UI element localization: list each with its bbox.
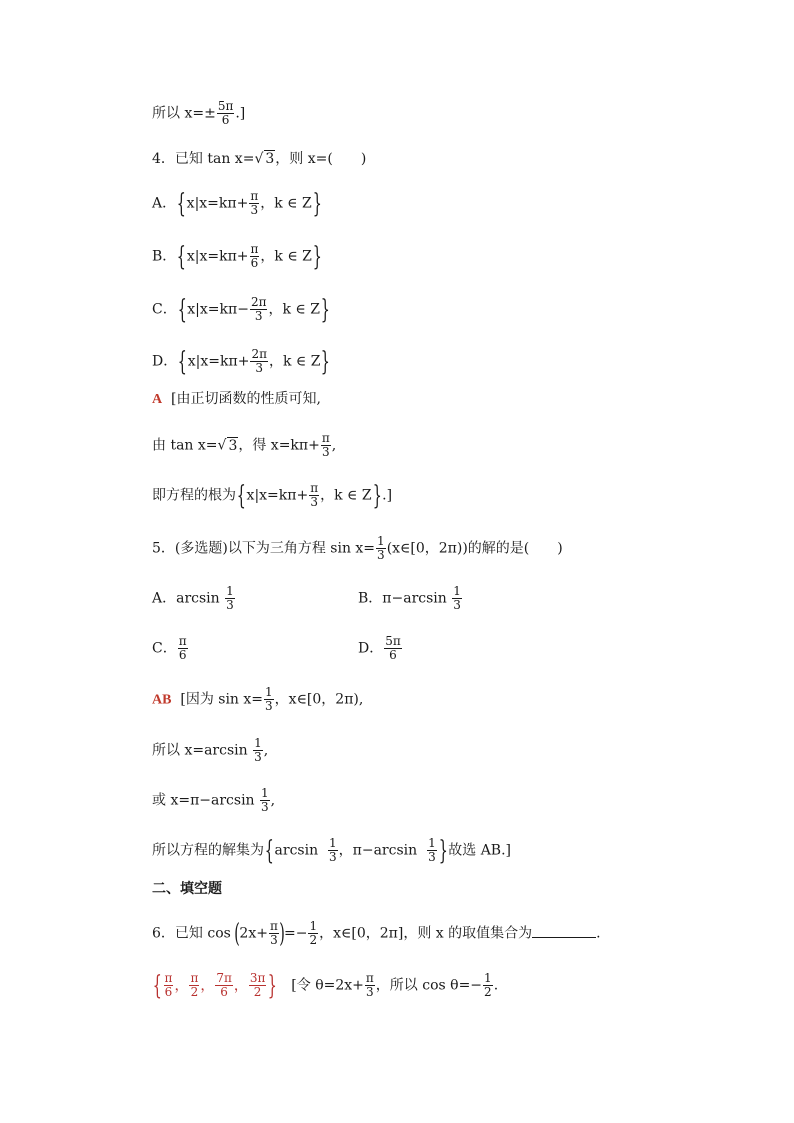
numerator: 1	[377, 534, 385, 548]
denominator: 3	[261, 800, 269, 814]
text: 或 x=π−arcsin	[152, 792, 255, 809]
operator: +	[236, 248, 249, 265]
text: .]	[235, 105, 246, 122]
text: ，所以 cos θ=−	[375, 977, 483, 994]
option-label: D．	[358, 640, 384, 657]
right-brace: }	[312, 188, 322, 219]
denominator: 6	[178, 648, 187, 662]
fraction	[321, 432, 331, 459]
denominator: 3	[321, 445, 330, 459]
text: ，k ∈ Z	[268, 353, 321, 370]
q5-explanation-4	[152, 837, 511, 864]
answer-set	[152, 970, 278, 1001]
q5-option-b[interactable]	[358, 585, 463, 612]
denominator: 6	[389, 648, 397, 662]
radicand: 3	[265, 151, 275, 167]
text: x|x=kπ	[186, 248, 237, 265]
fraction	[308, 920, 318, 947]
fraction	[452, 585, 462, 612]
text: =−	[284, 925, 308, 942]
separator: ，	[233, 977, 248, 994]
denominator: 2	[190, 985, 199, 999]
q6-answer-line	[152, 972, 498, 999]
denominator: 6	[220, 985, 228, 999]
denominator: 6	[164, 985, 173, 999]
text: ，x∈[0，2π),	[274, 691, 364, 708]
sqrt-sign: √	[217, 437, 227, 454]
numerator: 1	[261, 786, 269, 800]
denominator: 3	[310, 495, 318, 509]
denominator: 6	[250, 256, 259, 270]
text: 2x+	[239, 925, 268, 942]
answer-key: AB	[152, 692, 172, 708]
numerator: 1	[254, 736, 262, 750]
operator: −	[237, 301, 249, 318]
left-brace: {	[177, 294, 187, 325]
fraction	[427, 837, 437, 864]
text: .]	[382, 487, 393, 504]
left-brace: {	[264, 835, 274, 866]
fraction	[178, 635, 188, 662]
right-brace: }	[312, 241, 322, 272]
operator: +	[236, 195, 249, 212]
q5-explanation-2	[152, 737, 268, 764]
text: x|x=kπ+	[246, 487, 309, 504]
numerator: 1	[309, 919, 318, 933]
numerator: 1	[484, 971, 492, 985]
denominator: 3	[254, 750, 262, 764]
right-brace: }	[321, 346, 331, 377]
separator: ，	[174, 977, 189, 994]
numerator: 7π	[216, 971, 232, 985]
text: ，则 x=( )	[275, 151, 367, 167]
denominator: 3	[329, 850, 337, 864]
left-paren: (	[234, 918, 241, 949]
denominator: 3	[226, 598, 234, 612]
q5-option-d[interactable]	[358, 635, 403, 662]
numerator: 3π	[249, 971, 266, 985]
denominator: 2	[484, 985, 492, 999]
text: ，k ∈ Z	[260, 248, 312, 265]
text: 6．已知 cos	[152, 925, 231, 942]
text: .	[596, 925, 601, 942]
fraction	[253, 737, 263, 764]
right-brace: }	[320, 294, 330, 325]
explanation-text: [由正切函数的性质可知,	[171, 391, 321, 407]
option-label: C．	[152, 301, 177, 318]
q6-stem	[152, 920, 601, 947]
prev-answer-line	[152, 100, 245, 127]
left-brace: {	[236, 480, 246, 511]
text: ，k ∈ Z	[260, 195, 312, 212]
denominator: 3	[453, 598, 461, 612]
option-label: B．	[152, 248, 177, 265]
right-brace: }	[438, 835, 448, 866]
text: x|x=kπ	[187, 353, 238, 370]
numerator: 2π	[250, 295, 267, 309]
numerator: 1	[329, 836, 337, 850]
q4-answer-line	[152, 390, 321, 409]
numerator: 5π	[217, 99, 234, 113]
text: 即方程的根为	[152, 487, 236, 504]
q5-answer-line	[152, 686, 363, 713]
q4-stem	[152, 150, 366, 168]
fraction	[215, 972, 233, 999]
q4-option-c[interactable]	[152, 296, 331, 323]
denominator: 3	[250, 203, 259, 217]
text: ,	[263, 742, 269, 759]
q4-option-a[interactable]	[152, 190, 322, 217]
left-brace: {	[177, 346, 188, 377]
text: ，x∈[0，2π]，则 x 的取值集合为	[319, 925, 533, 942]
numerator: π	[178, 634, 187, 648]
fraction	[250, 348, 268, 375]
text: 由 tan x=	[152, 437, 218, 454]
numerator: 1	[453, 584, 461, 598]
fraction	[164, 972, 174, 999]
numerator: π	[164, 971, 173, 985]
text: 4．已知 tan x=	[152, 151, 255, 167]
denominator: 3	[366, 985, 374, 999]
answer-key: A	[152, 392, 163, 407]
right-brace: }	[372, 480, 382, 511]
text: [令 θ=2x+	[291, 977, 364, 994]
numerator: π	[365, 971, 374, 985]
numerator: π	[250, 189, 259, 203]
text: [因为 sin x=	[180, 691, 264, 708]
numerator: π	[321, 431, 330, 445]
fraction	[384, 635, 402, 662]
q4-option-b[interactable]	[152, 243, 322, 270]
text: ,	[331, 437, 337, 454]
denominator: 2	[253, 985, 262, 999]
separator: ，	[200, 977, 215, 994]
numerator: π	[190, 971, 199, 985]
fraction	[376, 535, 386, 562]
text: ,	[270, 792, 276, 809]
text: 故选 AB.]	[448, 842, 512, 859]
denominator: 3	[254, 309, 263, 323]
answer-blank[interactable]	[532, 923, 596, 938]
denominator: 3	[377, 548, 385, 562]
fraction	[483, 972, 493, 999]
fraction	[217, 100, 235, 127]
fraction	[249, 190, 259, 217]
left-brace: {	[177, 241, 187, 272]
q5-option-c[interactable]	[152, 635, 189, 662]
option-label: C．	[152, 640, 177, 657]
numerator: π	[250, 242, 259, 256]
fraction	[250, 243, 260, 270]
section-heading	[152, 880, 222, 898]
q5-option-a[interactable]	[152, 585, 236, 612]
fraction	[328, 837, 338, 864]
numerator: 5π	[385, 634, 401, 648]
text: 5．(多选题)以下为三角方程 sin x=	[152, 540, 376, 557]
fraction	[309, 482, 319, 509]
operator: +	[237, 353, 250, 370]
text: 所以方程的解集为	[152, 842, 264, 859]
fraction	[189, 972, 199, 999]
right-paren: )	[279, 918, 285, 949]
sqrt-sign: √	[254, 151, 264, 167]
fraction	[365, 972, 375, 999]
text: ，π−arcsin	[338, 842, 418, 859]
text: ，得 x=kπ+	[238, 437, 320, 454]
text: arcsin	[274, 842, 319, 859]
fraction	[249, 972, 267, 999]
option-label: A．arcsin	[152, 590, 220, 607]
fraction	[250, 296, 268, 323]
numerator: 2π	[251, 347, 267, 361]
option-label: D．	[152, 353, 178, 370]
text: (x∈[0，2π))的解的是( )	[386, 540, 563, 557]
q4-explanation-3	[152, 482, 392, 509]
numerator: 1	[226, 584, 234, 598]
denominator: 3	[265, 699, 273, 713]
text: x|x=kπ	[187, 301, 238, 318]
numerator: 1	[265, 685, 273, 699]
q5-stem	[152, 535, 563, 562]
right-brace: }	[268, 970, 278, 1001]
option-label: B．π−arcsin	[358, 590, 447, 607]
radicand: 3	[228, 437, 238, 454]
section-title: 二、填空题	[152, 881, 222, 897]
fraction	[225, 585, 235, 612]
option-label: A．	[152, 195, 177, 212]
denominator: 3	[270, 933, 278, 947]
text: .	[493, 977, 499, 994]
fraction	[264, 686, 274, 713]
text: ，k ∈ Z	[320, 487, 372, 504]
denominator: 3	[428, 850, 436, 864]
text: 所以 x=±	[152, 105, 216, 122]
denominator: 3	[255, 361, 264, 375]
numerator: π	[269, 919, 278, 933]
left-brace: {	[152, 970, 162, 1001]
text: ，k ∈ Z	[268, 301, 320, 318]
text: x|x=kπ	[186, 195, 237, 212]
fraction	[260, 787, 270, 814]
fraction	[269, 920, 279, 947]
numerator: π	[310, 481, 319, 495]
q5-explanation-3	[152, 787, 275, 814]
denominator: 2	[309, 933, 318, 947]
denominator: 6	[221, 113, 230, 127]
left-brace: {	[176, 188, 186, 219]
q4-option-d[interactable]	[152, 348, 331, 375]
text: 所以 x=arcsin	[152, 742, 248, 759]
q4-explanation-2	[152, 432, 336, 459]
numerator: 1	[428, 836, 436, 850]
